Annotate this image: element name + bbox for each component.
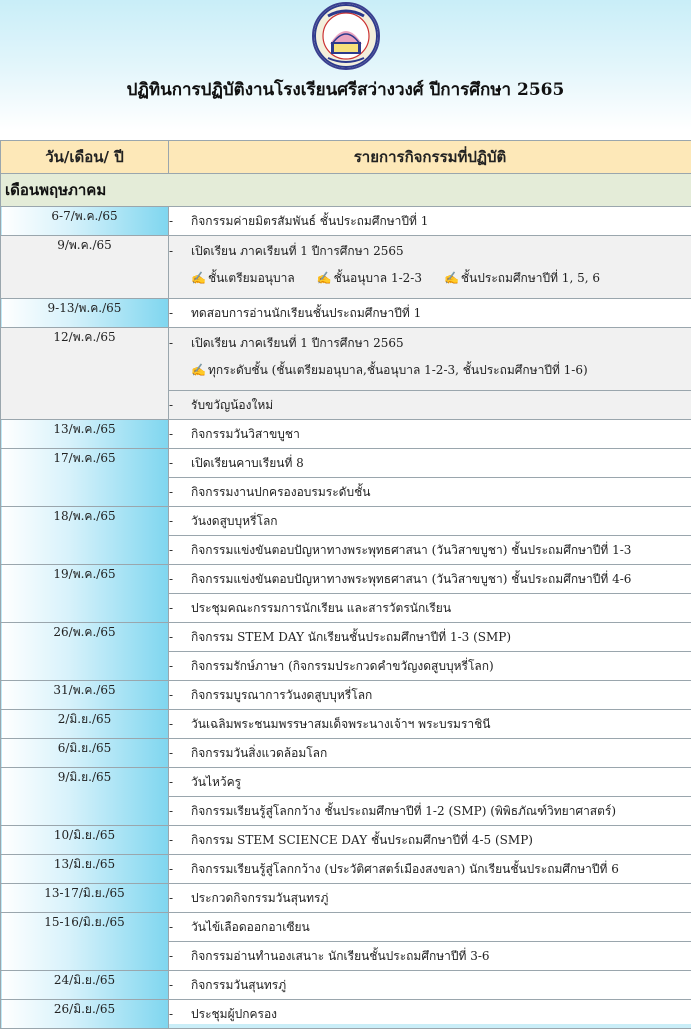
date-cell: 13-17/มิ.ย./65 bbox=[1, 884, 169, 913]
bullet-dash: - bbox=[169, 804, 191, 818]
activity-cell bbox=[169, 594, 691, 623]
header-date: วัน/เดือน/ ปี bbox=[1, 141, 169, 174]
bullet-dash: - bbox=[169, 398, 191, 412]
bullet-dash: - bbox=[169, 214, 191, 228]
activity-text: วันไข้เลือดออกอาเซียน bbox=[191, 920, 310, 934]
bullet-dash: - bbox=[169, 485, 191, 499]
activity-text: กิจกรรมแข่งขันตอบปัญหาทางพระพุทธศาสนา (วันวิสาขบูชา) ชั้นประถมศึกษาปีที่ 4-6 bbox=[191, 572, 631, 586]
sub-level-text: ทุกระดับชั้น (ชั้นเตรียมอนุบาล,ชั้นอนุบาล 1-2-3, ชั้นประถมศึกษาปีที่ 1-6) bbox=[208, 363, 588, 377]
activity-cell bbox=[169, 710, 691, 739]
activity-cell bbox=[169, 739, 691, 768]
activity-text: วันเฉลิมพระชนมพรรษาสมเด็จพระนางเจ้าฯ พระบรมราชินี bbox=[191, 717, 490, 731]
activity-cell bbox=[169, 299, 691, 328]
date-cell: 13/มิ.ย./65 bbox=[1, 855, 169, 884]
table-row bbox=[1, 681, 691, 710]
activity-cell bbox=[169, 207, 691, 236]
activity-text: ประชุมคณะกรรมการนักเรียน และสารวัตรนักเรียน bbox=[191, 601, 451, 615]
activity-cell bbox=[169, 507, 691, 536]
table-header-row bbox=[1, 141, 691, 174]
pen-icon: ✍ bbox=[191, 271, 206, 285]
school-logo bbox=[312, 2, 380, 70]
activity-text: กิจกรรม STEM SCIENCE DAY ชั้นประถมศึกษาปีที่ 4-5 (SMP) bbox=[191, 833, 533, 847]
bullet-dash: - bbox=[169, 630, 191, 644]
activity-text: กิจกรรมเรียนรู้สู่โลกกว้าง ชั้นประถมศึกษาปีที่ 1-2 (SMP) (พิพิธภัณฑ์วิทยาศาสตร์) bbox=[191, 804, 616, 818]
activity-text: กิจกรรมรักษ์ภาษา (กิจกรรมประกวดคำขวัญงดสูบบุหรี่โลก) bbox=[191, 659, 494, 673]
activity-cell bbox=[169, 391, 691, 420]
activity-cell bbox=[169, 328, 691, 391]
date-cell: 18/พ.ค./65 bbox=[1, 507, 169, 565]
bullet-dash: - bbox=[169, 427, 191, 441]
activity-cell bbox=[169, 826, 691, 855]
sub-level-text: ชั้นเตรียมอนุบาล bbox=[208, 271, 295, 285]
bullet-dash: - bbox=[169, 862, 191, 876]
activity-text: กิจกรรมวันสิ่งแวดล้อมโลก bbox=[191, 746, 327, 760]
date-cell: 9-13/พ.ค./65 bbox=[1, 299, 169, 328]
date-cell: 9/มิ.ย./65 bbox=[1, 768, 169, 826]
header-activity: รายการกิจกรรมที่ปฏิบัติ bbox=[169, 141, 691, 174]
school-logo-emblem bbox=[314, 4, 378, 68]
activity-cell bbox=[169, 884, 691, 913]
activity-text: วันไหว้ครู bbox=[191, 775, 241, 789]
date-cell: 19/พ.ค./65 bbox=[1, 565, 169, 623]
table-row bbox=[1, 710, 691, 739]
activity-text: กิจกรรมบูรณาการวันงดสูบบุหรี่โลก bbox=[191, 688, 372, 702]
bullet-dash: - bbox=[169, 833, 191, 847]
activity-cell bbox=[169, 478, 691, 507]
activity-text: ประกวดกิจกรรมวันสุนทรภู่ bbox=[191, 891, 328, 905]
table-row bbox=[1, 236, 691, 299]
date-cell: 2/มิ.ย./65 bbox=[1, 710, 169, 739]
sub-level-text: ชั้นอนุบาล 1-2-3 bbox=[334, 271, 422, 285]
table-row bbox=[1, 507, 691, 536]
bullet-dash: - bbox=[169, 543, 191, 557]
table-row bbox=[1, 1000, 691, 1029]
table-row bbox=[1, 826, 691, 855]
date-cell: 9/พ.ค./65 bbox=[1, 236, 169, 299]
activity-cell bbox=[169, 681, 691, 710]
date-cell: 26/พ.ค./65 bbox=[1, 623, 169, 681]
activity-text: เปิดเรียน ภาคเรียนที่ 1 ปีการศึกษา 2565 bbox=[191, 336, 404, 350]
table-row bbox=[1, 565, 691, 594]
bullet-dash: - bbox=[169, 1007, 191, 1021]
activity-text: กิจกรรมค่ายมิตรสัมพันธ์ ชั้นประถมศึกษาปีที่ 1 bbox=[191, 214, 428, 228]
pen-icon: ✍ bbox=[444, 271, 459, 285]
bullet-dash: - bbox=[169, 601, 191, 615]
activity-cell bbox=[169, 420, 691, 449]
date-cell: 31/พ.ค./65 bbox=[1, 681, 169, 710]
activity-text: กิจกรรม STEM DAY นักเรียนชั้นประถมศึกษาปีที่ 1-3 (SMP) bbox=[191, 630, 511, 644]
bullet-dash: - bbox=[169, 920, 191, 934]
activity-cell bbox=[169, 942, 691, 971]
bullet-dash: - bbox=[169, 717, 191, 731]
activity-cell bbox=[169, 536, 691, 565]
table-row bbox=[1, 623, 691, 652]
bullet-dash: - bbox=[169, 978, 191, 992]
activity-text: เปิดเรียน ภาคเรียนที่ 1 ปีการศึกษา 2565 bbox=[191, 244, 404, 258]
date-cell: 6/มิ.ย./65 bbox=[1, 739, 169, 768]
table-body bbox=[1, 174, 691, 1029]
sub-level-list bbox=[169, 361, 691, 380]
activity-cell bbox=[169, 797, 691, 826]
activity-text: กิจกรรมวันสุนทรภู่ bbox=[191, 978, 286, 992]
activity-cell bbox=[169, 855, 691, 884]
bullet-dash: - bbox=[169, 775, 191, 789]
activity-text: เปิดเรียนคาบเรียนที่ 8 bbox=[191, 456, 304, 470]
table-row bbox=[1, 855, 691, 884]
table-row bbox=[1, 768, 691, 797]
activity-text: รับขวัญน้องใหม่ bbox=[191, 398, 273, 412]
activity-cell bbox=[169, 768, 691, 797]
sub-level-list bbox=[169, 269, 691, 288]
table-row bbox=[1, 328, 691, 391]
bullet-dash: - bbox=[169, 949, 191, 963]
pen-icon: ✍ bbox=[191, 363, 206, 377]
date-cell: 17/พ.ค./65 bbox=[1, 449, 169, 507]
activity-calendar-table bbox=[0, 140, 691, 1029]
activity-text: ทดสอบการอ่านนักเรียนชั้นประถมศึกษาปีที่ 1 bbox=[191, 306, 421, 320]
bullet-dash: - bbox=[169, 746, 191, 760]
bullet-dash: - bbox=[169, 336, 191, 350]
bullet-dash: - bbox=[169, 456, 191, 470]
table-row bbox=[1, 971, 691, 1000]
activity-text: วันงดสูบบุหรี่โลก bbox=[191, 514, 278, 528]
date-cell: 12/พ.ค./65 bbox=[1, 328, 169, 420]
table-row bbox=[1, 299, 691, 328]
activity-cell bbox=[169, 971, 691, 1000]
date-cell: 24/มิ.ย./65 bbox=[1, 971, 169, 1000]
month-label: เดือนพฤษภาคม bbox=[1, 174, 691, 207]
bullet-dash: - bbox=[169, 891, 191, 905]
activity-text: กิจกรรมอ่านทำนองเสนาะ นักเรียนชั้นประถมศึกษาปีที่ 3-6 bbox=[191, 949, 490, 963]
activity-cell bbox=[169, 449, 691, 478]
table-row bbox=[1, 207, 691, 236]
activity-cell bbox=[169, 652, 691, 681]
activity-text: ประชุมผู้ปกครอง bbox=[191, 1007, 277, 1021]
bullet-dash: - bbox=[169, 244, 191, 258]
date-cell: 6-7/พ.ค./65 bbox=[1, 207, 169, 236]
bullet-dash: - bbox=[169, 688, 191, 702]
bullet-dash: - bbox=[169, 659, 191, 673]
pen-icon: ✍ bbox=[317, 271, 332, 285]
activity-cell bbox=[169, 913, 691, 942]
activity-text: กิจกรรมวันวิสาขบูชา bbox=[191, 427, 300, 441]
date-cell: 26/มิ.ย./65 bbox=[1, 1000, 169, 1029]
activity-text: กิจกรรมแข่งขันตอบปัญหาทางพระพุทธศาสนา (วันวิสาขบูชา) ชั้นประถมศึกษาปีที่ 1-3 bbox=[191, 543, 631, 557]
activity-cell bbox=[169, 236, 691, 299]
bullet-dash: - bbox=[169, 572, 191, 586]
date-cell: 10/มิ.ย./65 bbox=[1, 826, 169, 855]
table-row bbox=[1, 420, 691, 449]
table-row bbox=[1, 884, 691, 913]
date-cell: 15-16/มิ.ย./65 bbox=[1, 913, 169, 971]
bullet-dash: - bbox=[169, 306, 191, 320]
table-row bbox=[1, 449, 691, 478]
date-cell: 13/พ.ค./65 bbox=[1, 420, 169, 449]
page-title: ปฏิทินการปฏิบัติงานโรงเรียนศรีสว่างวงศ์ ปีการศึกษา 2565 bbox=[0, 76, 691, 103]
activity-text: กิจกรรมงานปกครองอบรมระดับชั้น bbox=[191, 485, 370, 499]
activity-cell bbox=[169, 565, 691, 594]
activity-text: กิจกรรมเรียนรู้สู่โลกกว้าง (ประวัติศาสตร์เมืองสงขลา) นักเรียนชั้นประถมศึกษาปีที่ 6 bbox=[191, 862, 619, 876]
activity-cell bbox=[169, 623, 691, 652]
table-row bbox=[1, 913, 691, 942]
sub-level-text: ชั้นประถมศึกษาปีที่ 1, 5, 6 bbox=[461, 271, 600, 285]
month-row bbox=[1, 174, 691, 207]
table-row bbox=[1, 739, 691, 768]
bullet-dash: - bbox=[169, 514, 191, 528]
activity-cell bbox=[169, 1000, 691, 1029]
